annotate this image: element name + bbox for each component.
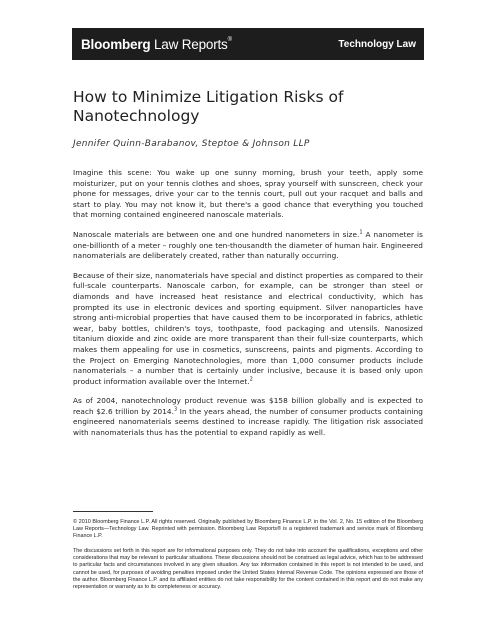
- article-author: Jennifer Quinn-Barabanov, Steptoe & Johnson LLP: [73, 139, 310, 149]
- paragraph-properties: [73, 271, 423, 388]
- paragraph-definition: [73, 230, 423, 262]
- footnote-ref: 1: [359, 229, 363, 236]
- paragraph-intro: Imagine this scene: You wake up one sunny morning, brush your teeth, apply some moisturizer, put on your tennis clothes and shoes, spray yourself with sunscreen, check your phone for messages, drive your car to the tennis court, pull out your racquet and balls and start to play. You may not know it, but there's a good chance that everything you touched that morning contained engineered nanoscale materials.: [73, 168, 423, 220]
- footnote-ref: 3: [173, 406, 178, 413]
- copyright-notice: © 2010 Bloomberg Finance L.P. All rights reserved. Originally published by Bloomberg Finance L.P. in the Vol. 2, No. 15 edition of the Bloomberg Law Reports—Technology Law. Reprinted with permission. Bloomberg Law Reports® is a registered trademark and service mark of Bloomberg Finance L.P.: [73, 519, 423, 540]
- paragraph-text: In the years ahead, the number of consumer products containing engineered nanomaterials seems destined to increase rapidly. The litigation risk associated with nanomaterials thus has the potential to expand rapidly as well.: [73, 406, 423, 438]
- paragraph-text: A nanometer is one-billionth of a meter – roughly one ten-thousandth the diameter of human hair. Engineered nanomaterials are deliberately created, rather than naturally occurring.: [73, 229, 423, 261]
- brand-logo: [81, 37, 232, 52]
- registered-mark: ®: [227, 36, 232, 43]
- footnote-ref: 2: [249, 376, 253, 383]
- brand-name: Bloomberg: [81, 36, 151, 52]
- paragraph-revenue: [73, 396, 423, 438]
- paragraph-text: Nanoscale materials are between one and one hundred nanometers in size.: [73, 229, 360, 239]
- footnote-divider: [73, 511, 153, 512]
- header-banner: [72, 28, 424, 60]
- section-label: Technology Law: [338, 38, 416, 50]
- brand-product: Law Reports: [150, 36, 228, 52]
- paragraph-text: Because of their size, nanomaterials have special and distinct properties as compared to their full-scale counterparts. Nanoscale carbon, for example, can be stronger than steel or diamonds and have increased heat resistance and electrical conductivity, which has prompted its use in electronic devices and sporting equipment. Silver nanoparticles have strong anti-microbial properties that have caused them to be incorporated in fabrics, athletic wear, baby bottles, children's toys, toothpaste, food packaging and utensils. Nanosized titanium dioxide and zinc oxide are more transparent than their full-size counterparts, which makes them appealing for use in cosmetics, sunscreens, paints and pigments. According to the Project on Emerging Nanotechnologies, more than 1,000 consumer products include nanomaterials – a number that is certainly under inclusive, because it is based only upon product information available over the Internet.: [73, 270, 423, 386]
- disclaimer-notice: The discussions set forth in this report are for informational purposes only. They do not take into account the qualifications, exceptions and other considerations that may be relevant to particular situations. These discussions should not be construed as legal advice, which has to be addressed to particular facts and circumstances involved in any given situation. Any tax information contained in this report is not intended to be used, and cannot be used, for purposes of avoiding penalties imposed under the United States Internal Revenue Code. The opinions expressed are those of the author. Bloomberg Finance L.P. and its affiliated entities do not take responsibility for the content contained in this report and do not make any representation or warranty as to its completeness or accuracy.: [73, 548, 423, 591]
- article-title: How to Minimize Litigation Risks of Nanotechnology: [73, 88, 344, 125]
- article-body: [73, 168, 423, 448]
- paragraph-text: As of 2004, nanotechnology product revenue was $158 billion globally and is expected to reach $2.6 trillion by 2014.: [73, 396, 423, 416]
